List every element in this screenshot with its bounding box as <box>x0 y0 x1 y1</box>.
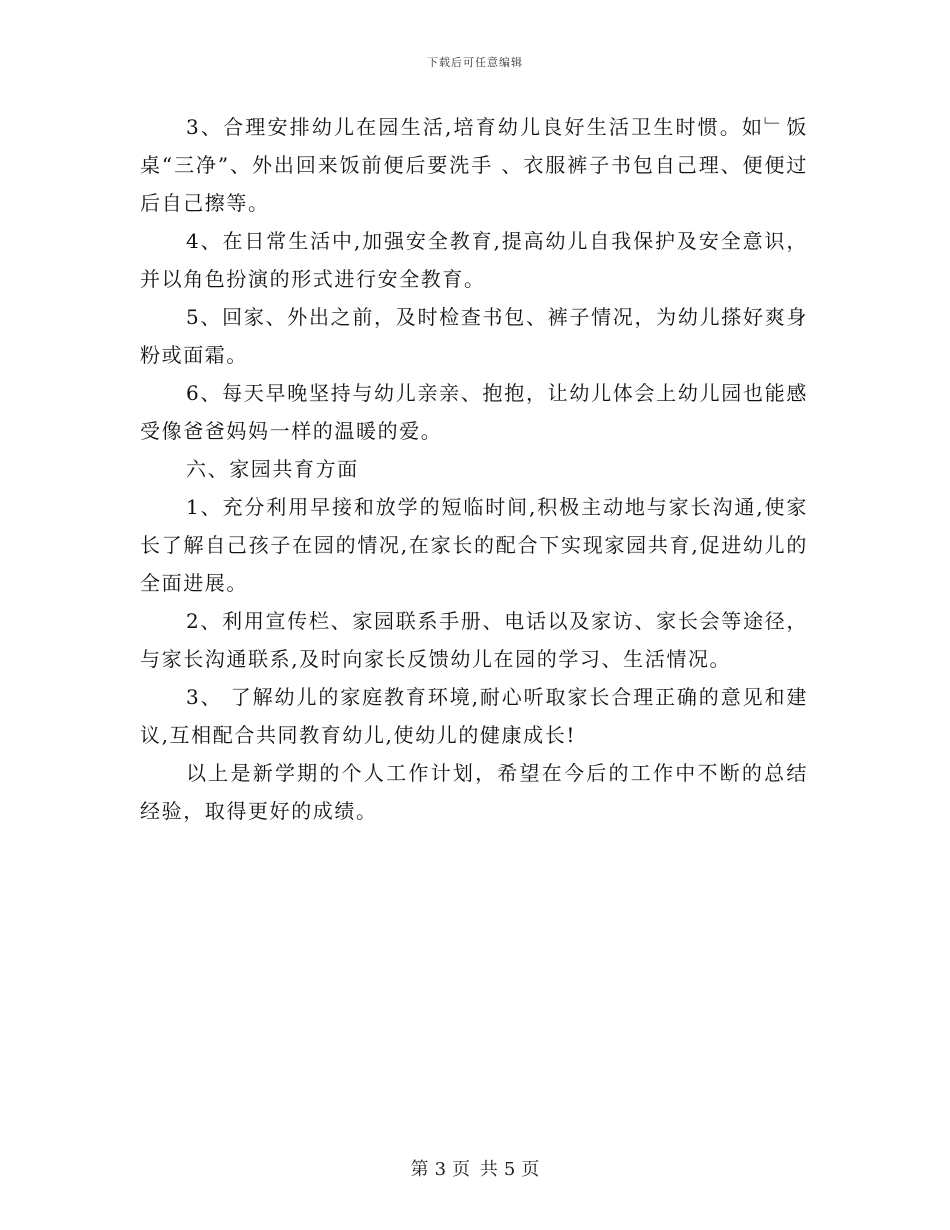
paragraph-channels: 2、利用宣传栏、家园联系手册、电话以及家访、家长会等途径，与家长沟通联系,及时向家长反馈幼儿在园的学习、生活情况。 <box>140 609 808 671</box>
paragraph-conclusion: 以上是新学期的个人工作计划，希望在今后的工作中不断的总结经验，取得更好的成绩。 <box>140 761 808 823</box>
paragraph-check-bag: 5、回家、外出之前，及时检查书包、裤子情况，为幼儿搽好爽身粉或面霜。 <box>140 305 808 367</box>
paragraph-hugs: 6、每天早晚坚持与幼儿亲亲、抱抱，让幼儿体会上幼儿园也能感受像爸爸妈妈一样的温暖的爱。 <box>140 381 808 443</box>
section-heading-home-school: 六、家园共育方面 <box>186 457 359 481</box>
footer-total-pages: 5 <box>503 1159 516 1180</box>
page-number-footer <box>0 1155 950 1181</box>
footer-middle: 页 共 <box>452 1159 498 1180</box>
footer-prefix: 第 <box>410 1159 429 1180</box>
paragraph-safety: 4、在日常生活中,加强安全教育,提高幼儿自我保护及安全意识，并以角色扮演的形式进行安全教育。 <box>140 229 808 291</box>
footer-current-page: 3 <box>434 1159 447 1180</box>
paragraph-routine: 3、合理安排幼儿在园生活,培育幼儿良好生活卫生时惯。如﹂饭桌“三净”、外出回来饭前便后要洗手 、衣服裤子书包自己理、便便过后自己擦等。 <box>140 115 808 215</box>
footer-suffix: 页 <box>521 1159 540 1180</box>
paragraph-family-environment: 3、 了解幼儿的家庭教育环境,耐心听取家长合理正确的意见和建议,互相配合共同教育幼儿,使幼儿的健康成长! <box>140 685 808 747</box>
paragraph-communication: 1、充分利用早接和放学的短临时间,积极主动地与家长沟通,使家长了解自己孩子在园的情况,在家长的配合下实现家园共育,促进幼儿的全面进展。 <box>140 495 808 595</box>
page-header-note: 下载后可任意编辑 <box>427 56 523 69</box>
document-body <box>140 108 808 830</box>
